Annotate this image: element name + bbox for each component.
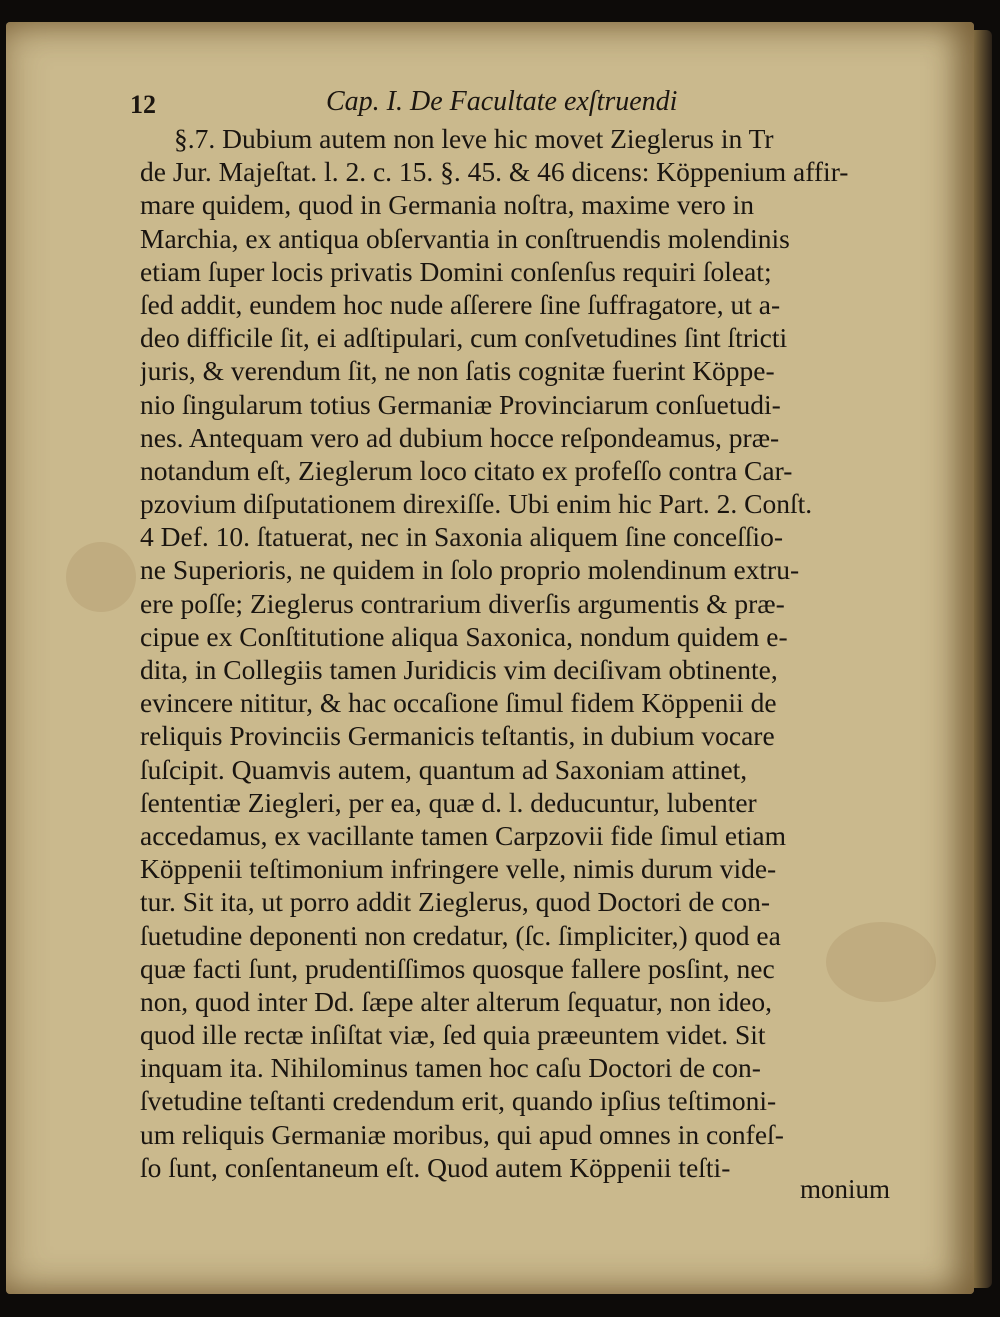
text-line: Köppenii teſtimonium infringere velle, nimis durum vide-: [140, 853, 777, 885]
page-number: 12: [130, 90, 156, 119]
text-line: quod ille rectæ inſiſtat viæ, ſed quia præeuntem videt. Sit: [140, 1019, 766, 1051]
text-line: mare quidem, quod in Germania noſtra, maxime vero in: [140, 189, 754, 221]
text-line: quæ facti ſunt, prudentiſſimos quosque fallere posſint, nec: [140, 952, 775, 984]
text-line: Marchia, ex antiqua obſervantia in conſtruendis molendinis: [140, 222, 790, 254]
text-line: nio ſingularum totius Germaniæ Provinciarum conſuetudi-: [140, 388, 781, 420]
text-line: non, quod inter Dd. ſæpe alter alterum ſequatur, non ideo,: [140, 985, 773, 1017]
body-text: [140, 122, 914, 1184]
paper-stain: [66, 542, 136, 612]
text-line: etiam ſuper locis privatis Domini conſenſus requiri ſoleat;: [140, 255, 772, 287]
text-line: ſvetudine teſtanti credendum erit, quando ipſius teſtimoni-: [140, 1085, 777, 1117]
text-line: pzovium diſputationem direxiſſe. Ubi enim hic Part. 2. Conſt.: [140, 488, 813, 520]
text-line: dita, in Collegiis tamen Juridicis vim deciſivam obtinente,: [140, 654, 778, 685]
text-line: ere poſſe; Zieglerus contrarium diverſis argumentis & præ-: [140, 587, 785, 619]
text-line: 4 Def. 10. ſtatuerat, nec in Saxonia aliquem ſine conceſſio-: [140, 521, 783, 553]
text-line: ſed addit, eundem hoc nude aſſerere ſine ſuffragatore, ut a-: [140, 288, 781, 320]
text-line: um reliquis Germaniæ moribus, qui apud omnes in confeſ-: [140, 1118, 784, 1150]
running-title: Cap. I. De Facultate exſtruendi: [326, 86, 678, 117]
text-line: evincere nititur, & hac occaſione ſimul fidem Köppenii de: [140, 687, 777, 719]
text-line: de Jur. Majeſtat. l. 2. c. 15. §. 45. & 46 dicens: Köppenium affir-: [140, 156, 849, 188]
text-line: notandum eſt, Zieglerum loco citato ex profeſſo contra Car-: [140, 454, 793, 486]
text-line: tur. Sit ita, ut porro addit Zieglerus, quod Doctori de con-: [140, 886, 771, 918]
text-line: ſententiæ Ziegleri, per ea, quæ d. l. deducuntur, lubenter: [140, 786, 757, 818]
text-line: deo difficile ſit, ei adſtipulari, cum conſvetudines ſint ſtricti: [140, 322, 788, 354]
page-header: [126, 82, 816, 122]
text-line: inquam ita. Nihilominus tamen hoc caſu Doctori de con-: [140, 1052, 761, 1084]
text-line: ſuſcipit. Quamvis autem, quantum ad Saxoniam attinet,: [140, 753, 748, 785]
text-line: ne Superioris, ne quidem in ſolo proprio molendinum extru-: [140, 554, 800, 586]
text-line: nes. Antequam vero ad dubium hocce reſpondeamus, præ-: [140, 421, 780, 453]
text-line: ſuetudine deponenti non credatur, (ſc. ſimpliciter,) quod ea: [140, 919, 781, 951]
text-line: §.7. Dubium autem non leve hic movet Zieglerus in Tr: [174, 123, 774, 154]
text-line: ſo ſunt, conſentaneum eſt. Quod autem Köppenii teſti-: [140, 1151, 731, 1183]
text-line: reliquis Provinciis Germanicis teſtantis, in dubium vocare: [140, 720, 775, 752]
text-line: juris, & verendum ſit, ne non ſatis cognitæ fuerint Köppe-: [140, 355, 775, 387]
catchword: monium: [800, 1174, 891, 1204]
text-line: accedamus, ex vacillante tamen Carpzovii fide ſimul etiam: [140, 819, 786, 851]
text-line: cipue ex Conſtitutione aliqua Saxonica, nondum quidem e-: [140, 620, 788, 652]
